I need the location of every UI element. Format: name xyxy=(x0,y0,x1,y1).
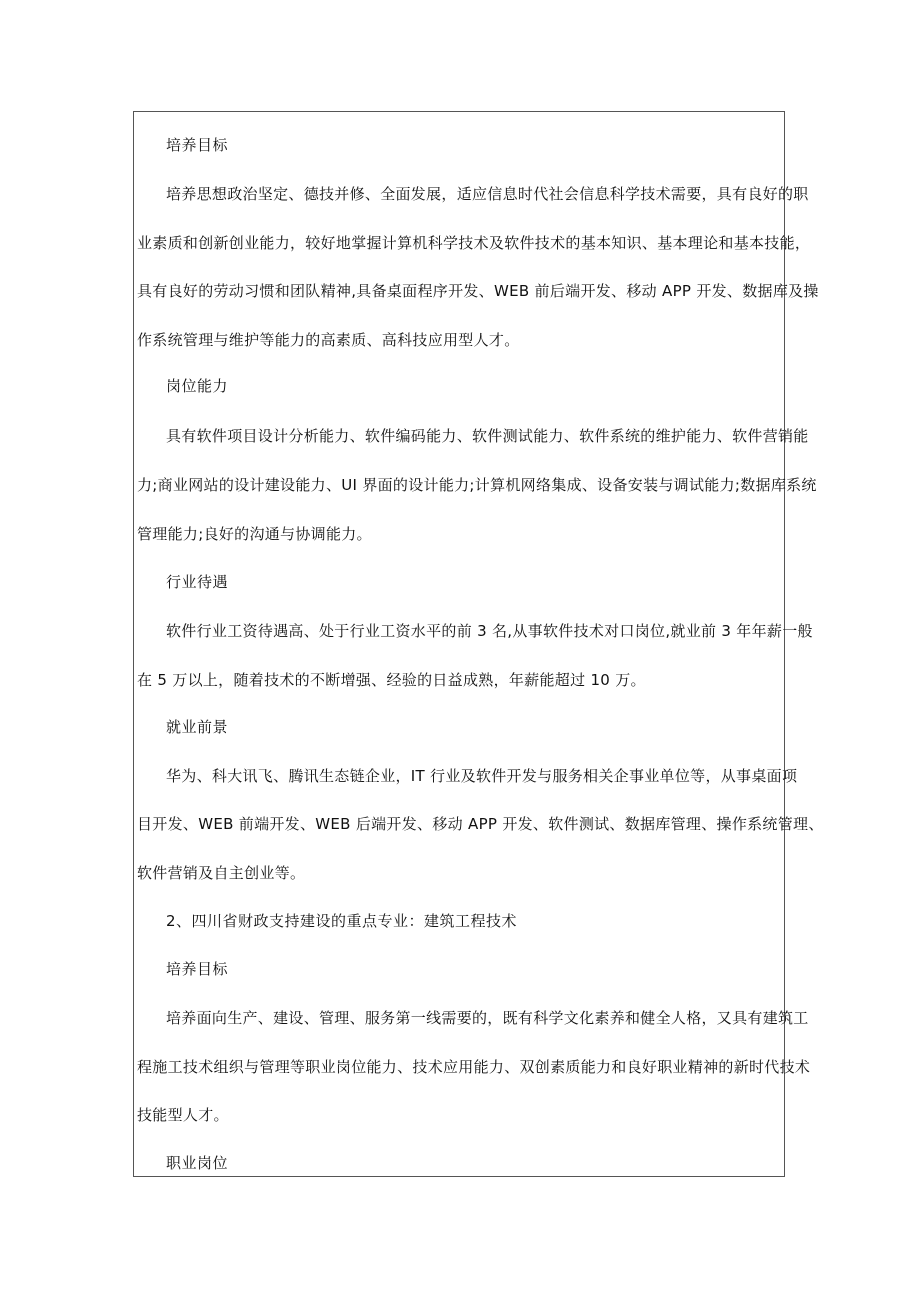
paragraph-line: 在 5 万以上，随着技术的不断增强、经验的日益成熟，年薪能超过 10 万。 xyxy=(137,671,646,689)
section-title-construction: 2、四川省财政支持建设的重点专业：建筑工程技术 xyxy=(166,912,518,930)
section-heading-goal: 培养目标 xyxy=(166,136,229,154)
paragraph-line: 华为、科大讯飞、腾讯生态链企业，IT 行业及软件开发与服务相关企事业单位等，从事桌面项 xyxy=(166,767,798,785)
paragraph-line: 管理能力;良好的沟通与协调能力。 xyxy=(137,525,372,543)
paragraph-line: 软件行业工资待遇高、处于行业工资水平的前 3 名,从事软件技术对口岗位,就业前 3 年年薪一般 xyxy=(166,622,813,640)
paragraph-line: 培养面向生产、建设、管理、服务第一线需要的，既有科学文化素养和健全人格，又具有建筑工 xyxy=(166,1009,809,1027)
section-heading-prospect: 就业前景 xyxy=(166,718,229,736)
paragraph-line: 程施工技术组织与管理等职业岗位能力、技术应用能力、双创素质能力和良好职业精神的新时代技术 xyxy=(137,1058,811,1076)
paragraph-line: 力;商业网站的设计建设能力、UI 界面的设计能力;计算机网络集成、设备安装与调试能力;数据库系统 xyxy=(137,476,817,494)
paragraph-line: 业素质和创新创业能力，较好地掌握计算机科学技术及软件技术的基本知识、基本理论和基本技能， xyxy=(137,234,811,252)
paragraph-line: 技能型人才。 xyxy=(137,1106,229,1124)
paragraph-line: 培养思想政治坚定、德技并修、全面发展，适应信息时代社会信息科学技术需要，具有良好的职 xyxy=(166,185,809,203)
section-heading-salary: 行业待遇 xyxy=(166,573,229,591)
paragraph-line: 目开发、WEB 前端开发、WEB 后端开发、移动 APP 开发、软件测试、数据库管理、操作系统管理、 xyxy=(137,815,824,833)
section-heading-position: 职业岗位 xyxy=(166,1154,229,1172)
paragraph-line: 作系统管理与维护等能力的高素质、高科技应用型人才。 xyxy=(137,331,520,349)
paragraph-line: 软件营销及自主创业等。 xyxy=(137,864,306,882)
paragraph-line: 具有良好的劳动习惯和团队精神,具备桌面程序开发、WEB 前后端开发、移动 APP 开发、数据库及操 xyxy=(137,282,819,300)
section-heading-goal-2: 培养目标 xyxy=(166,960,229,978)
paragraph-line: 具有软件项目设计分析能力、软件编码能力、软件测试能力、软件系统的维护能力、软件营销能 xyxy=(166,427,809,445)
section-heading-ability: 岗位能力 xyxy=(166,377,229,395)
